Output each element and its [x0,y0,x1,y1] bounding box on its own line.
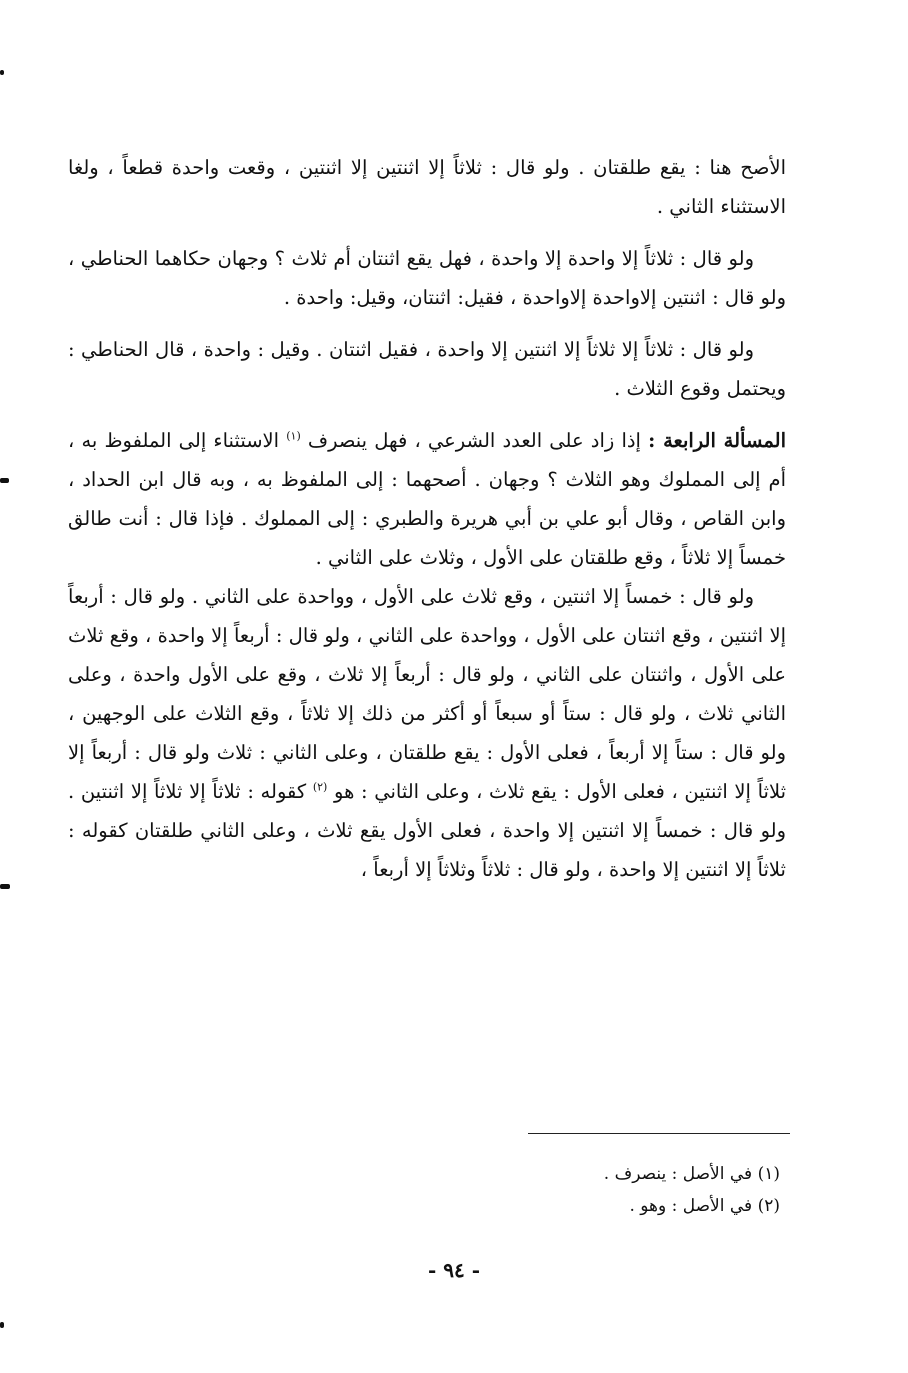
footnote-divider [528,1133,790,1134]
section-text-end: الاستثناء إلى الملفوظ به ، أم إلى المملوك وهو الثلاث ؟ وجهان . أصحهما : إلى الملفوظ به ، وبه قال ابن الحداد ، وابن القاص ، وقال أبو علي بن أبي هريرة والطبري : إلى المملوك . فإذا قال : أنت طالق خمساً إلا ثلاثاً ، وقع طلقتان على الأول ، وثلاث على الثاني . [68,429,786,569]
section-text-start: إذا زاد على العدد الشرعي ، فهل ينصرف [307,429,641,452]
margin-mark-bottom [0,1322,4,1328]
long-text-end: كقوله : ثلاثاً إلا ثلاثاً إلا اثنتين . ولو قال : خمساً إلا اثنتين إلا واحدة ، فعلى الأول يقع ثلاث ، وعلى الثاني طلقتان كقوله : ثلاثاً إلا اثنتين إلا واحدة ، ولو قال : ثلاثاً وثلاثاً إلا أربعاً ، [68,780,786,881]
paragraph-3: ولو قال : ثلاثاً إلا ثلاثاً إلا اثنتين إلا واحدة ، فقيل اثنتان . وقيل : واحدة ، قال الحناطي : ويحتمل وقوع الثلاث . [68,338,786,400]
paragraph-1: الأصح هنا : يقع طلقتان . ولو قال : ثلاثاً إلا اثنتين إلا اثنتين ، وقعت واحدة قطعاً ، ولغا الاستثناء الثاني . [68,156,786,218]
margin-mark-lower [0,884,10,889]
paragraph-2: ولو قال : ثلاثاً إلا واحدة إلا واحدة ، فهل يقع اثنتان أم ثلاث ؟ وجهان حكاهما الحناطي ، ولو قال : اثنتين إلاواحدة إلاواحدة ، فقيل: اثنتان، وقيل: واحدة . [68,247,786,309]
section-paragraph [68,421,786,577]
footnote-ref-2[interactable]: (٢) [312,780,328,794]
paragraph-long [68,577,786,889]
long-text-start: ولو قال : خمساً إلا اثنتين ، وقع ثلاث على الأول ، وواحدة على الثاني . ولو قال : أربعاً إلا اثنتين ، وقع اثنتان على الأول ، وواحدة على الثاني ، ولو قال : أربعاً إلا واحدة ، وقع ثلاث على الأول ، واثنتان على الثاني ، ولو قال : أربعاً إلا ثلاث ، وقع على الأول واحدة ، وعلى الثاني ثلاث ، ولو قال : ستاً أو سبعاً أو أكثر من ذلك إلا ثلاثاً ، وقع الثلاث على الوجهين ، ولو قال : ستاً إلا أربعاً ، فعلى الأول : يقع طلقتان ، وعلى الثاني : ثلاث ولو قال : أربعاً إلا ثلاثاً إلا اثنتين ، فعلى الأول : يقع ثلاث ، وعلى الثاني : هو [68,585,787,803]
main-text [68,148,786,902]
footnotes [380,1158,780,1222]
section-heading: المسألة الرابعة : [648,429,787,452]
page-number: - ٩٤ - [427,1258,480,1282]
margin-mark-top [0,70,4,75]
margin-mark-upper [0,478,9,483]
footnote-1: (١) في الأصل : ينصرف . [603,1164,780,1184]
footnote-2: (٢) في الأصل : وهو . [629,1196,780,1216]
footnote-ref-1[interactable]: (١) [286,429,301,443]
